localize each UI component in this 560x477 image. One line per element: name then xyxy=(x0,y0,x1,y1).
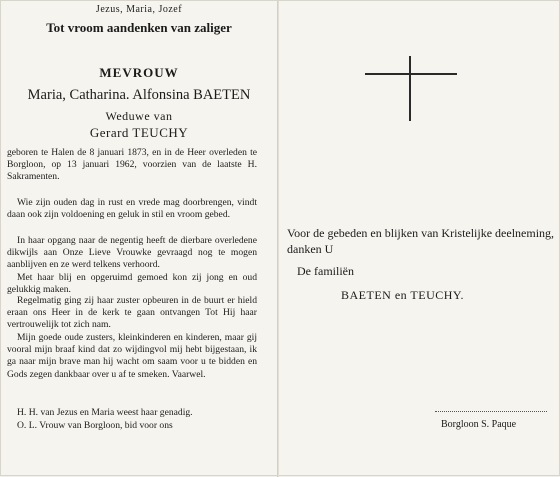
cross-icon-bar xyxy=(365,73,457,75)
invocation: Jezus, Maria, Jozef xyxy=(95,4,183,15)
memory-line: Tot vroom aandenken van zaliger xyxy=(46,20,232,35)
title-mevrouw: MEVROUW xyxy=(99,65,179,80)
printer-credit: Borgloon S. Paque xyxy=(441,419,517,430)
cross-icon xyxy=(409,56,411,121)
prayer-line-2 xyxy=(7,420,257,432)
paragraph-sister xyxy=(7,295,257,332)
paragraph-text: Met haar blij en opgeruimd gemoed kon zij jong en oud gelukkig maken. xyxy=(7,272,257,296)
paragraph-ninety xyxy=(7,235,257,272)
paragraph-text: Wie zijn ouden dag in rust en vrede mag doorbrengen, vindt daan ook zijn voldoening en geluk in stil en vroom gebed. xyxy=(7,197,257,221)
paragraph-mood xyxy=(7,272,257,296)
families-label: De familiën xyxy=(297,264,354,278)
deceased-name: Maria, Catharina. Alfonsina BAETEN xyxy=(27,87,251,103)
paragraph-text: O. L. Vrouw van Borgloon, bid voor ons xyxy=(17,420,173,431)
paragraph-text: H. H. van Jezus en Maria weest haar genadig. xyxy=(17,407,193,418)
prayer-line-1 xyxy=(7,407,257,419)
paragraph-text: In haar opgang naar de negentig heeft de dierbare overledene dikwijls aan Onze Lieve Vrouwke gevraagd nog te mogen aanblijven en ze werd telkens verhoord. xyxy=(7,235,257,271)
paragraph-text: Regelmatig ging zij haar zuster opbeuren in de buurt er hield eraan ons Heer in de kerk te gaan ontvangen Tot Hij haar vertrouwelijk tot zich nam. xyxy=(7,295,257,331)
paragraph-rest xyxy=(7,197,257,221)
paragraph-text: Mijn goede oude zusters, kleinkinderen en kinderen, maar gij vooral mijn braaf kind dat zo wijdingvol mij hebt bijgestaan, ik ga naar mijn brave man hij wacht om saam voor u te bidden en Gods zegen dankbaar over u af te smeken. Vaarwel. xyxy=(7,332,257,380)
left-panel xyxy=(1,1,277,477)
divider-dotted xyxy=(435,411,547,412)
thanks-text: Voor de gebeden en blijken van Kristelijke deelneming, danken U xyxy=(287,226,555,256)
paragraph-text: geboren te Halen de 8 januari 1873, en in de Heer overleden te Borgloon, op 13 januari 1962, voorzien van de laatste H. Sakramenten. xyxy=(7,147,257,183)
widow-of-label: Weduwe van xyxy=(105,109,173,123)
paragraph-farewell xyxy=(7,332,257,381)
husband-name: Gerard TEUCHY xyxy=(89,125,189,140)
right-panel xyxy=(279,1,560,477)
paragraph-birth-death xyxy=(7,147,257,184)
families-names: BAETEN en TEUCHY. xyxy=(341,288,465,302)
